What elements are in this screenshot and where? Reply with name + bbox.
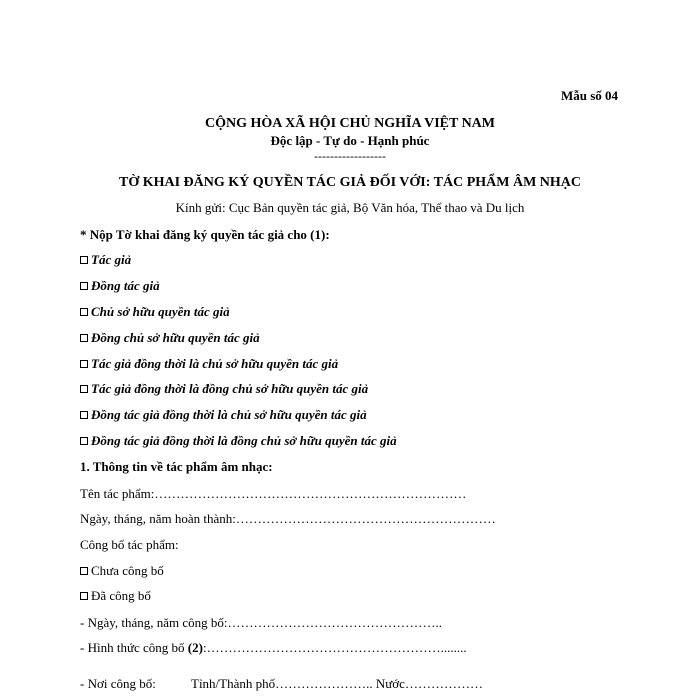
option-author-and-co-owner[interactable] [80,381,368,397]
option-co-author-and-co-owner[interactable] [80,433,397,449]
option-author-and-owner[interactable] [80,356,338,372]
option-copyright-owner[interactable] [80,304,230,320]
checkbox[interactable] [80,256,88,264]
option-label: Đồng tác giả [91,278,160,293]
checkbox[interactable] [80,282,88,290]
option-label: Đồng tác giả đồng thời là đồng chủ sở hữu quyền tác giả [91,433,397,448]
option-co-author[interactable] [80,278,160,294]
option-published[interactable] [80,588,151,604]
option-label: Tác giả đồng thời là chủ sở hữu quyền tác giả [91,356,339,371]
checkbox[interactable] [80,411,88,419]
national-motto: Độc lập - Tự do - Hạnh phúc [270,133,430,148]
checkbox[interactable] [80,567,88,575]
document-title: TỜ KHAI ĐĂNG KÝ QUYỀN TÁC GIẢ ĐỐI VỚI: TÁC PHẨM ÂM NHẠC [118,175,582,190]
option-label: Chưa công bố [91,563,164,578]
checkbox[interactable] [80,360,88,368]
publication-form-field[interactable] [80,640,467,656]
header-separator: ------------------ [314,149,386,163]
completion-date-field[interactable]: Ngày, tháng, năm hoàn thành:…………………………………………………… [80,511,496,526]
submit-section-heading: * Nộp Tờ khai đăng ký quyền tác giả cho (1): [80,227,330,242]
work-info-heading: 1. Thông tin về tác phẩm âm nhạc: [80,459,273,474]
option-unpublished[interactable] [80,563,164,579]
work-name-field[interactable]: Tên tác phẩm:……………………………………………………………… [80,486,467,501]
publication-form-suffix: :………………………………………………........ [202,640,467,655]
option-author[interactable] [80,252,131,268]
option-label: Tác giả [91,252,132,267]
checkbox[interactable] [80,592,88,600]
checkbox[interactable] [80,437,88,445]
option-co-copyright-owner[interactable] [80,330,260,346]
national-header: CỘNG HÒA XÃ HỘI CHỦ NGHĨA VIỆT NAM [204,116,495,131]
checkbox[interactable] [80,385,88,393]
province-country-field[interactable]: Tỉnh/Thành phố………………….. Nước……………… [191,676,483,691]
form-number: Mẫu số 04 [560,88,618,103]
option-label: Tác giả đồng thời là đồng chủ sở hữu quyền tác giả [91,381,369,396]
place-label: - Nơi công bố: [80,676,156,691]
option-label: Đồng chủ sở hữu quyền tác giả [91,330,260,345]
option-co-author-and-owner[interactable] [80,407,367,423]
checkbox[interactable] [80,308,88,316]
publication-form-prefix: - Hình thức công bố [80,640,188,655]
checkbox[interactable] [80,334,88,342]
publication-place-row[interactable] [80,676,483,692]
publication-label: Công bố tác phẩm: [80,537,179,552]
option-label: Chủ sở hữu quyền tác giả [91,304,230,319]
option-label: Đã công bố [91,588,151,603]
option-label: Đồng tác giả đồng thời là chủ sở hữu quyền tác giả [91,407,367,422]
publication-date-field[interactable]: - Ngày, tháng, năm công bố:………………………………………….. [80,615,443,630]
recipient-line: Kính gửi: Cục Bản quyền tác giả, Bộ Văn hóa, Thể thao và Du lịch [175,200,525,215]
publication-form-ref: (2) [187,640,203,655]
